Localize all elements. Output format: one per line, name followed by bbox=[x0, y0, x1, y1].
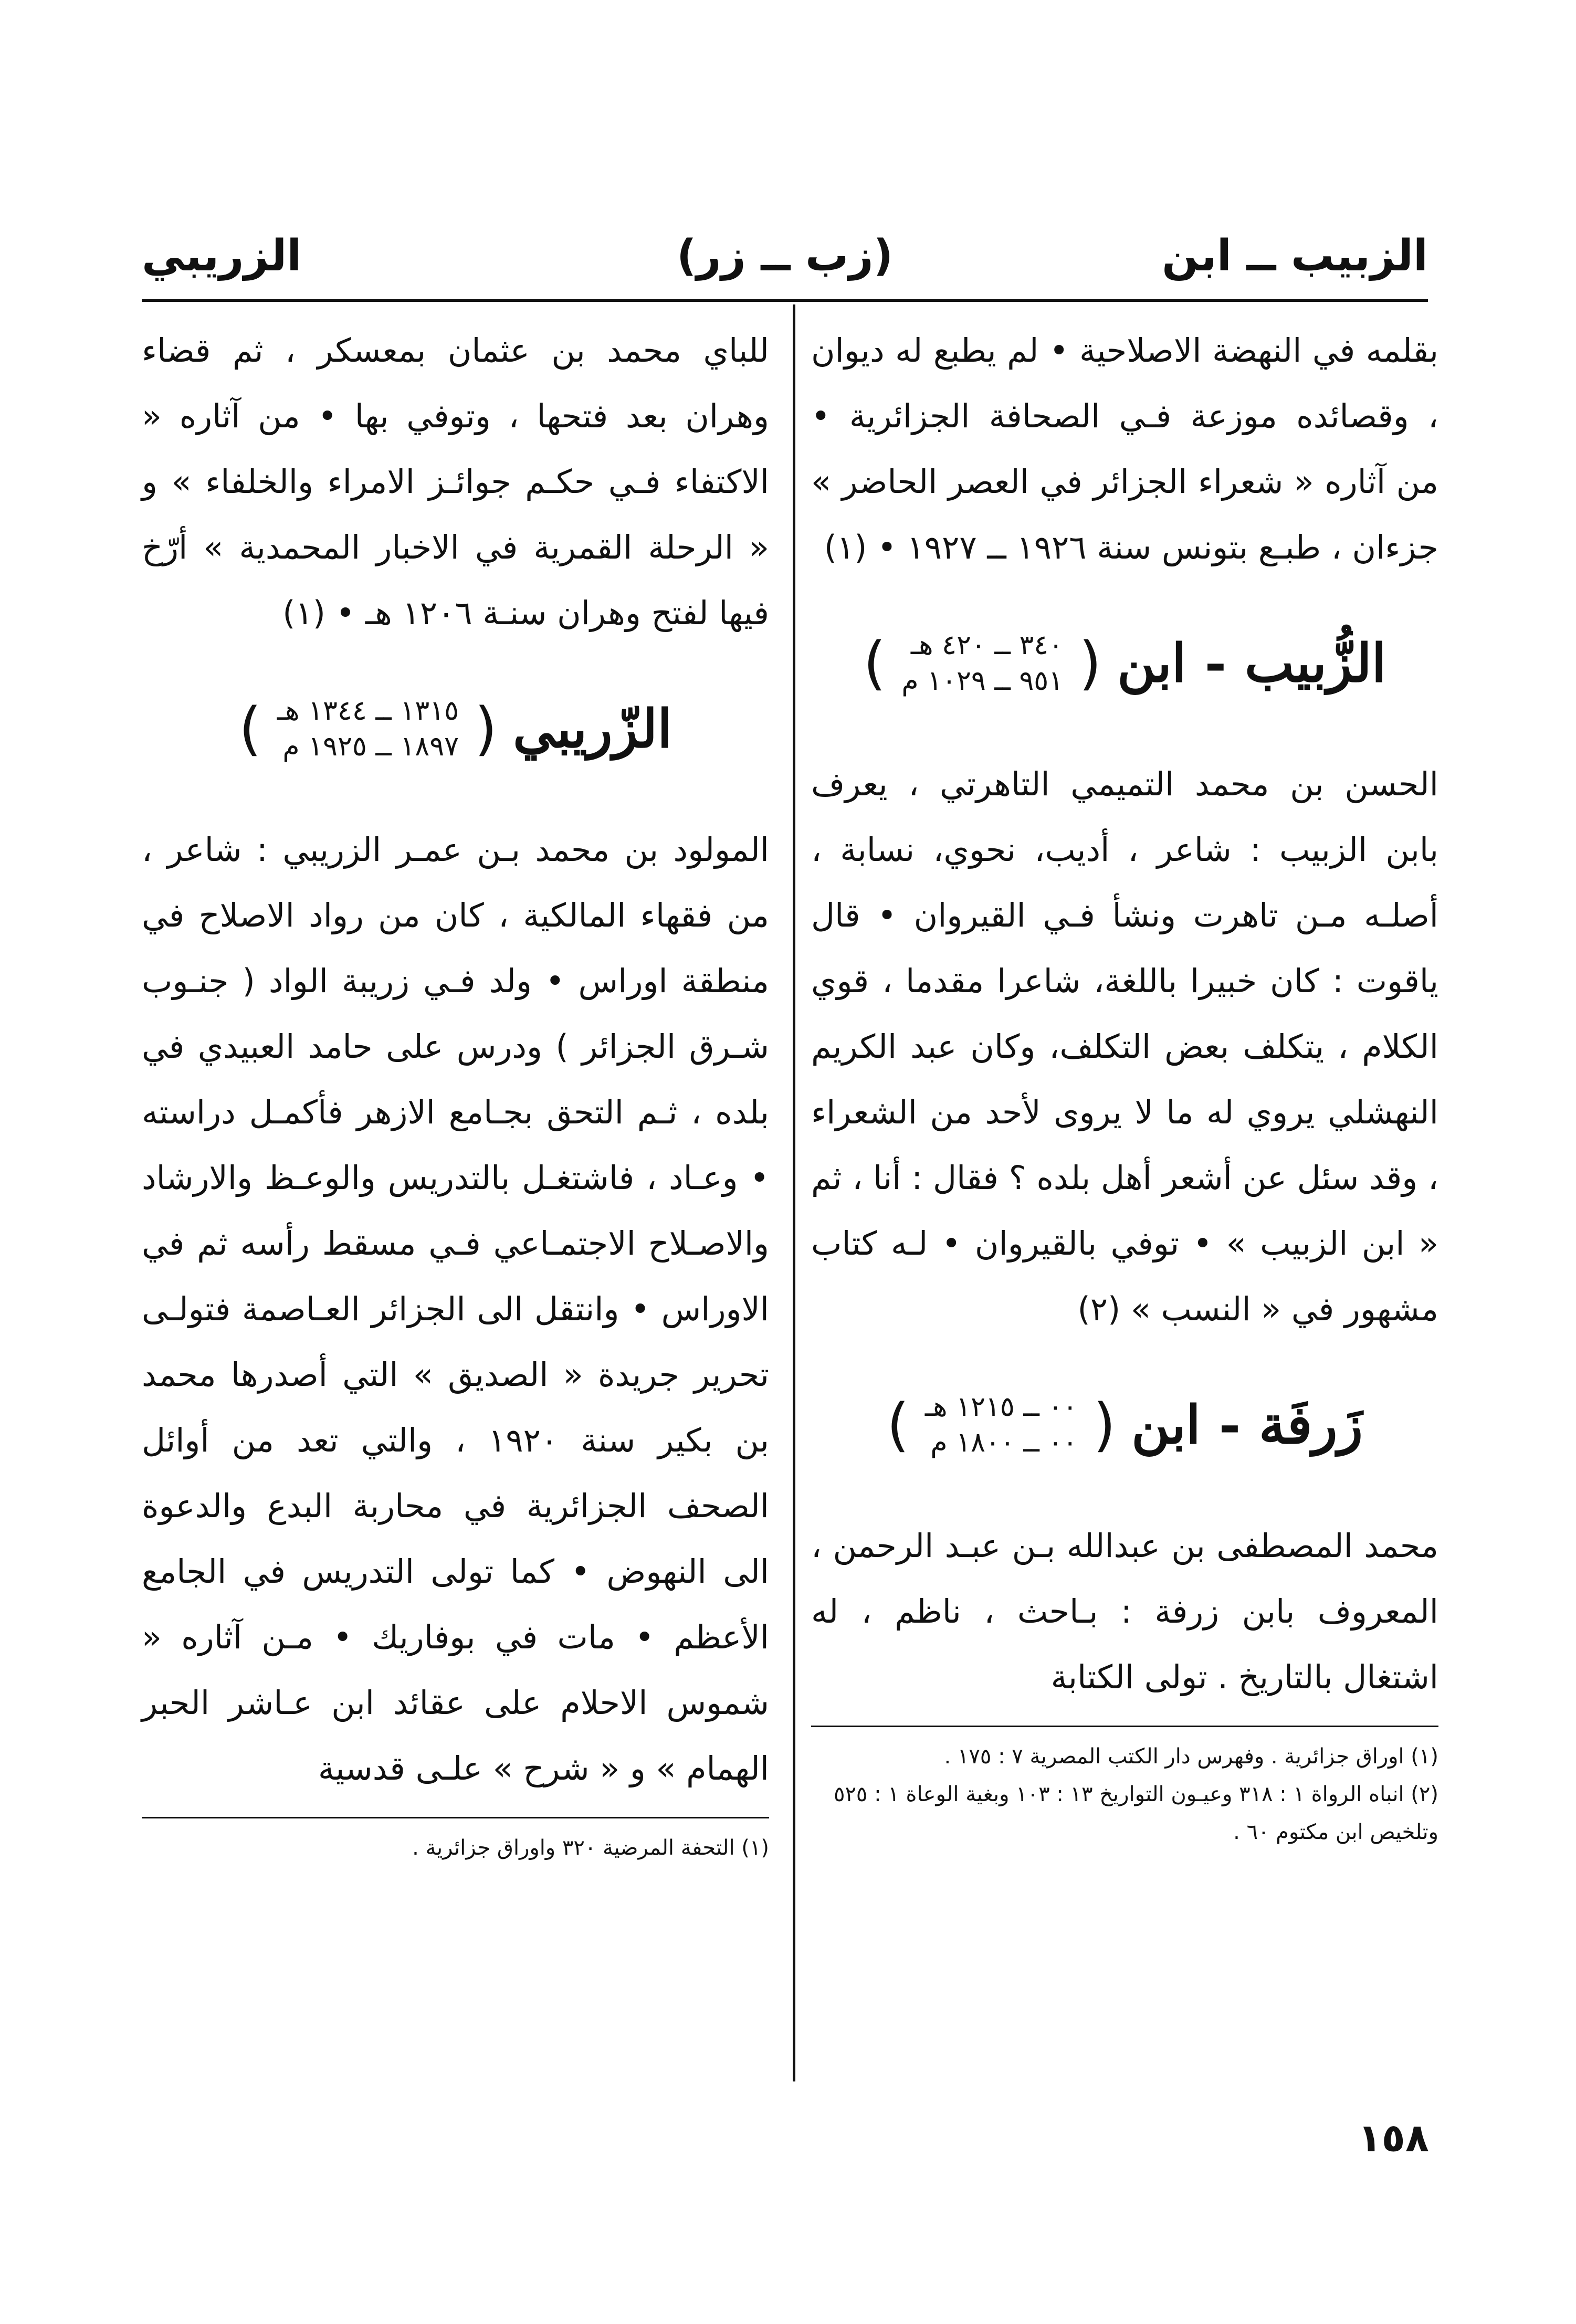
header-center: (زب ــ زر) bbox=[676, 231, 894, 281]
entry-dates bbox=[901, 627, 1063, 699]
continuation-text: بقلمه في النهضة الاصلاحية • لم يطبع له ديوان ، وقصائده موزعة فـي الصحافة الجزائرية • من آثاره « شعراء الجزائر في العصر الحاضر » جزءان ، طبـع بتونس سنة ١٩٢٦ ــ ١٩٢٧ • (١) bbox=[811, 331, 1438, 566]
header-rule bbox=[142, 299, 1428, 302]
entry-name: زَرفَة - ابن bbox=[1131, 1394, 1363, 1456]
column-divider bbox=[793, 304, 795, 2081]
entry-heading bbox=[811, 627, 1438, 699]
footnote: (٢) انباه الرواة ١ : ٣١٨ وعيـون التواريخ ١٣ : ١٠٣ وبغية الوعاة ١ : ٥٢٥ وتلخيص ابن مكتوم ٦٠ . bbox=[833, 1782, 1438, 1844]
header-left: الزريبي bbox=[142, 231, 302, 281]
entry-heading bbox=[811, 1389, 1438, 1460]
entry-text: محمد المصطفى بن عبدالله بـن عبـد الرحمن ، المعروف بابن زرفة : بـاحث ، ناظم ، له اشتغال بالتاريخ . تولى الكتابة bbox=[811, 1527, 1438, 1696]
entry-text: المولود بن محمد بـن عمـر الزريبي : شاعر ، من فقهاء المالكية ، كان من رواد الاصلاح في منطقة اوراس • ولد فـي زريبة الواد ( جنـوب شـرق الجزائر ) ودرس على حامد العبيدي في بلده ، ثـم التحق بجـامع الازهر فأكمـل دراسته • وعـاد ، فاشتغـل بالتدريس والوعـظ والارشاد والاصـلاح الاجتمـاعي فـي مسقط رأسه ثم في الاوراس • وانتقل الى الجزائر العـاصمة فتولـى تحرير جريدة « الصديق » التي أصدرها محمد بن بكير سنة ١٩٢٠ ، والتي تعد من أوائل الصحف الجزائرية في محاربة البدع والدعوة الى النهوض • كما تولى التدريس في الجامع الأعظم • مات في بوفاريك • مـن آثاره « شموس الاحلام على عقائد ابن عـاشر الحبر الهمام » و « شرح » علـى قدسية bbox=[142, 830, 769, 1787]
footnote: (١) اوراق جزائرية . وفهرس دار الكتب المصرية ٧ : ١٧٥ . bbox=[944, 1744, 1438, 1769]
right-column bbox=[811, 318, 1438, 1851]
left-column bbox=[142, 318, 769, 1867]
header-right: الزبيب ــ ابن bbox=[1162, 231, 1428, 281]
paren-open: ( bbox=[1093, 1391, 1116, 1458]
date-hijri: ٣٤٠ ــ ٤٢٠ هـ bbox=[910, 629, 1064, 661]
paren-close: ) bbox=[863, 629, 886, 697]
date-hijri: ٠٠ ــ ١٢١٥ هـ bbox=[924, 1391, 1078, 1423]
entry-dates bbox=[925, 1389, 1077, 1460]
entry-name: الزّريبي bbox=[512, 698, 673, 760]
date-hijri: ١٣١٥ ــ ١٣٤٤ هـ bbox=[277, 695, 459, 727]
entry-heading bbox=[142, 693, 769, 764]
page-number: ١٥٨ bbox=[1358, 2116, 1429, 2161]
paren-close: ) bbox=[238, 695, 261, 762]
footnote-rule bbox=[142, 1817, 769, 1818]
paren-open: ( bbox=[475, 695, 497, 762]
continuation-text: للباي محمد بن عثمان بمعسكر ، ثم قضاء وهران بعد فتحها ، وتوفي بها • من آثاره « الاكتفاء فـي حكـم جوائـز الامراء والخلفاء » و « الرحلة القمرية في الاخبار المحمدية » أرّخ فيها لفتح وهران سنـة ١٢٠٦ هـ • (١) bbox=[142, 331, 769, 632]
footnote: (١) التحفة المرضية ٣٢٠ واوراق جزائرية . bbox=[412, 1836, 769, 1860]
entry-text: الحسن بن محمد التميمي التاهرتي ، يعرف بابن الزبيب : شاعر ، أديب، نحوي، نسابة ، أصلـه مـن تاهرت ونشأ فـي القيروان • قال ياقوت : كان خبيرا باللغة، شاعرا مقدما ، قوي الكلام ، يتكلف بعض التكلف، وكان عبد الكريم النهشلي يروي له ما لا يروى لأحد من الشعراء ، وقد سئل عن أشعر أهل بلده ؟ فقال : أنا ، ثم « ابن الزبيب » • توفي بالقيروان • لـه كتاب مشهور في « النسب » (٢) bbox=[811, 765, 1438, 1328]
entry-dates bbox=[277, 693, 459, 764]
footnote-rule bbox=[811, 1726, 1438, 1727]
date-gregorian: ٠٠ ــ ١٨٠٠ م bbox=[930, 1427, 1078, 1458]
date-gregorian: ١٨٩٧ ــ ١٩٢٥ م bbox=[282, 731, 459, 762]
paren-close: ) bbox=[887, 1391, 909, 1458]
entry-name: الزُّبيب - ابن bbox=[1117, 632, 1386, 694]
paren-open: ( bbox=[1079, 629, 1102, 697]
running-header bbox=[142, 220, 1428, 299]
date-gregorian: ٩٥١ ــ ١٠٢٩ م bbox=[901, 665, 1064, 697]
